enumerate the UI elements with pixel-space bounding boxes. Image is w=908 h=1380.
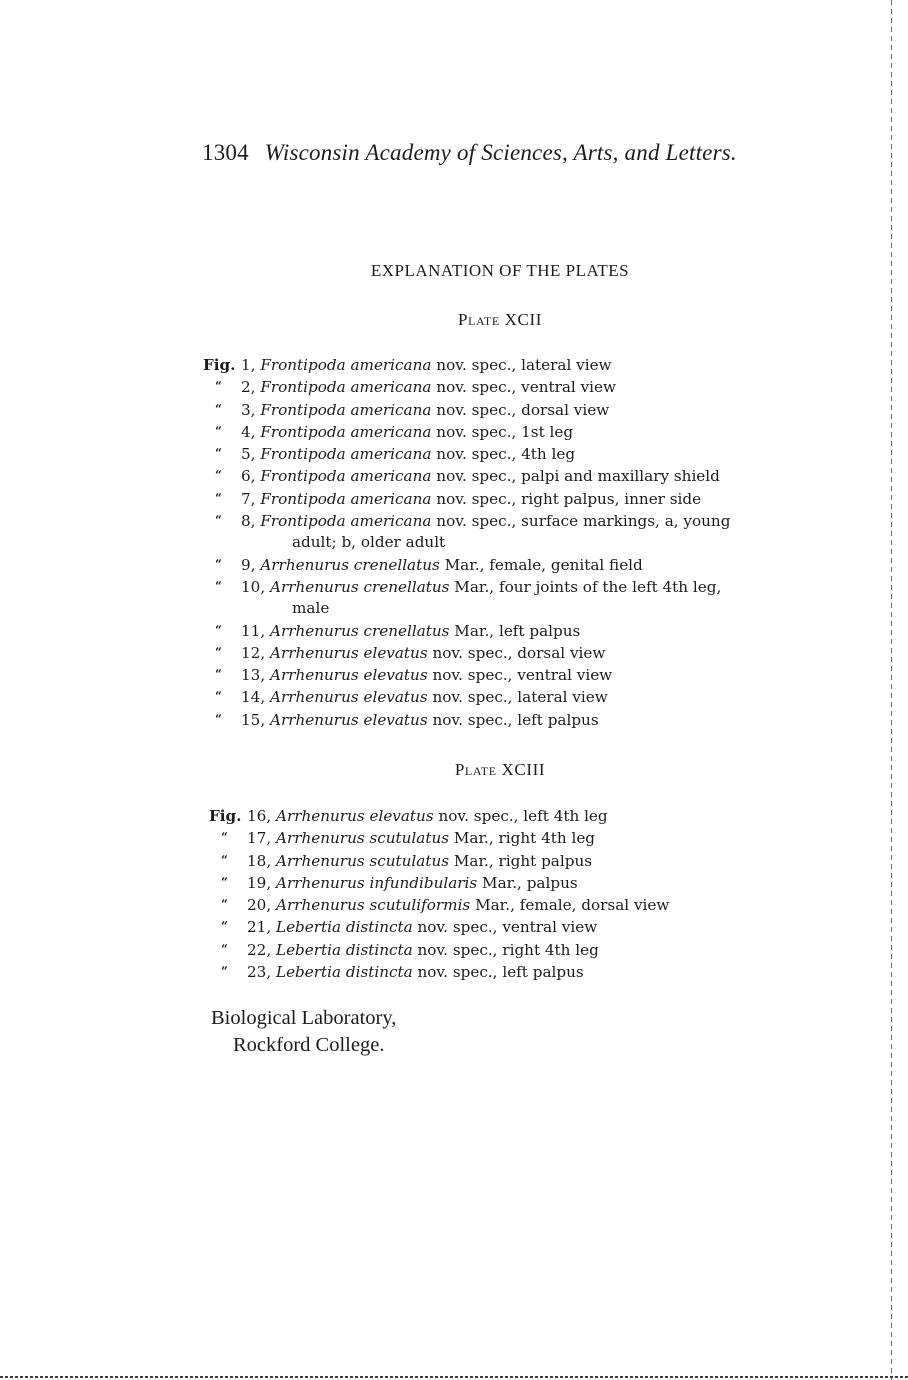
- species-name: Frontipoda americana: [260, 378, 432, 397]
- figure-prefix: “: [221, 830, 228, 845]
- species-name: Frontipoda americana: [260, 512, 432, 531]
- figure-entry: [209, 872, 669, 894]
- figure-number: 1,: [241, 356, 256, 374]
- figure-entry: [209, 806, 669, 827]
- journal-title: Wisconsin Academy of Sciences, Arts, and Letters.: [264, 140, 737, 165]
- figure-entry: [203, 376, 730, 398]
- figure-description: Mar., female, genital field: [444, 555, 643, 574]
- species-name: Arrhenurus crenellatus: [260, 555, 440, 574]
- figure-description: nov. spec., right 4th leg: [417, 940, 599, 959]
- figure-prefix: “: [221, 874, 228, 889]
- figure-entry: [203, 355, 730, 376]
- figure-description: nov. spec., left palpus: [417, 963, 584, 982]
- species-name: Arrhenurus crenellatus: [269, 621, 450, 640]
- plate-heading-xciii: Plate XCIII: [454, 760, 546, 779]
- figure-number: 9,: [241, 555, 256, 574]
- species-name: Frontipoda americana: [260, 445, 432, 464]
- figure-description: nov. spec., lateral view: [432, 688, 608, 707]
- figure-prefix: “: [215, 379, 222, 394]
- figure-prefix: “: [215, 423, 222, 438]
- figure-prefix: “: [215, 446, 222, 461]
- figure-entry: [209, 850, 669, 872]
- figure-entry: [203, 686, 730, 708]
- figure-number: 23,: [247, 963, 272, 982]
- figure-entry: [203, 399, 730, 421]
- figure-description-continuation: male: [292, 599, 330, 618]
- figure-entry: [203, 664, 730, 686]
- figure-entry: [209, 961, 669, 983]
- figure-description: Mar., palpus: [482, 873, 578, 892]
- figure-description: Mar., female, dorsal view: [475, 896, 670, 915]
- figure-entry: [203, 510, 730, 532]
- figure-description: Mar., left palpus: [454, 621, 581, 640]
- figure-prefix: Fig.: [203, 356, 236, 374]
- figure-entry: [203, 554, 730, 576]
- figure-entry: [203, 576, 730, 598]
- figure-number: 4,: [241, 422, 256, 441]
- species-name: Lebertia distincta: [275, 963, 413, 982]
- figure-description: Mar., four joints of the left 4th leg,: [454, 577, 722, 596]
- species-name: Frontipoda americana: [260, 356, 432, 374]
- figure-prefix: “: [215, 689, 222, 704]
- figure-entry: [203, 465, 730, 487]
- species-name: Frontipoda americana: [260, 422, 432, 441]
- figure-description-continuation: adult; b, older adult: [292, 533, 446, 552]
- species-name: Arrhenurus elevatus: [269, 643, 428, 662]
- figure-number: 20,: [247, 896, 272, 915]
- figure-prefix: “: [221, 964, 228, 979]
- figure-prefix: “: [215, 490, 222, 505]
- figure-description: nov. spec., left 4th leg: [438, 807, 608, 825]
- figure-number: 16,: [247, 807, 272, 825]
- figure-entry: [203, 443, 730, 465]
- figure-entry: [209, 939, 669, 961]
- figure-prefix: “: [215, 578, 222, 593]
- figure-number: 22,: [247, 940, 272, 959]
- figure-description: nov. spec., right palpus, inner side: [436, 489, 702, 508]
- figure-number: 13,: [241, 666, 266, 685]
- figure-number: 15,: [241, 710, 266, 729]
- page-edge-bottom: [0, 1376, 908, 1378]
- figure-description: Mar., right palpus: [453, 851, 593, 870]
- figure-number: 11,: [241, 621, 266, 640]
- figure-number: 5,: [241, 445, 256, 464]
- figure-description: nov. spec., surface markings, a, young: [436, 512, 731, 531]
- species-name: Arrhenurus crenellatus: [269, 577, 450, 596]
- affiliation: [211, 1005, 396, 1059]
- running-header: [202, 140, 762, 166]
- figure-number: 21,: [247, 918, 272, 937]
- figure-number: 19,: [247, 873, 272, 892]
- figure-number: 10,: [241, 577, 266, 596]
- figure-entry: [209, 827, 669, 849]
- figure-description: nov. spec., left palpus: [432, 710, 599, 729]
- figure-number: 3,: [241, 400, 256, 419]
- figure-prefix: “: [215, 401, 222, 416]
- figure-entry: [203, 421, 730, 443]
- figure-prefix: “: [221, 941, 228, 956]
- figure-prefix: “: [215, 556, 222, 571]
- figure-prefix: “: [215, 513, 222, 528]
- figure-description: nov. spec., ventral view: [436, 378, 617, 397]
- figure-number: 17,: [247, 829, 272, 848]
- figure-list-plate-xciii: [209, 806, 669, 983]
- species-name: Arrhenurus scutulatus: [275, 851, 450, 870]
- species-name: Lebertia distincta: [275, 918, 413, 937]
- figure-entry: [203, 488, 730, 510]
- section-title: EXPLANATION OF THE PLATES: [370, 261, 630, 280]
- figure-number: 8,: [241, 512, 256, 531]
- figure-number: 12,: [241, 643, 266, 662]
- figure-prefix: “: [221, 919, 228, 934]
- figure-entry: [209, 894, 669, 916]
- affiliation-line-1: Biological Laboratory,: [211, 1007, 397, 1029]
- figure-number: 7,: [241, 489, 256, 508]
- page-edge-right: [891, 0, 892, 1380]
- figure-prefix: “: [215, 667, 222, 682]
- species-name: Arrhenurus elevatus: [269, 710, 428, 729]
- figure-description: nov. spec., 1st leg: [436, 422, 574, 441]
- figure-entry-continuation: [203, 598, 730, 619]
- figure-description: nov. spec., 4th leg: [436, 445, 576, 464]
- species-name: Arrhenurus scutulatus: [275, 829, 450, 848]
- figure-description: nov. spec., palpi and maxillary shield: [436, 467, 720, 486]
- figure-description: nov. spec., lateral view: [436, 356, 612, 374]
- figure-prefix: “: [221, 852, 228, 867]
- figure-entry: [203, 642, 730, 664]
- figure-entry-continuation: [203, 532, 730, 553]
- figure-description: Mar., right 4th leg: [453, 829, 596, 848]
- plate-heading-xcii: Plate XCII: [458, 310, 542, 329]
- species-name: Arrhenurus infundibularis: [275, 873, 478, 892]
- figure-prefix: “: [221, 897, 228, 912]
- figure-list-plate-xcii: [203, 355, 730, 731]
- figure-entry: [209, 916, 669, 938]
- page-number: 1304: [202, 140, 249, 165]
- species-name: Arrhenurus elevatus: [269, 688, 428, 707]
- species-name: Arrhenurus elevatus: [269, 666, 428, 685]
- figure-description: nov. spec., dorsal view: [436, 400, 610, 419]
- species-name: Frontipoda americana: [260, 400, 432, 419]
- figure-description: nov. spec., ventral view: [432, 666, 613, 685]
- figure-description: nov. spec., ventral view: [417, 918, 598, 937]
- species-name: Lebertia distincta: [275, 940, 413, 959]
- figure-entry: [203, 709, 730, 731]
- figure-prefix: “: [215, 644, 222, 659]
- figure-number: 6,: [241, 467, 256, 486]
- species-name: Arrhenurus scutuliformis: [275, 896, 471, 915]
- figure-prefix: “: [215, 468, 222, 483]
- species-name: Frontipoda americana: [260, 467, 432, 486]
- figure-description: nov. spec., dorsal view: [432, 643, 606, 662]
- figure-prefix: Fig.: [209, 807, 242, 825]
- figure-number: 2,: [241, 378, 256, 397]
- figure-number: 14,: [241, 688, 266, 707]
- affiliation-line-2: Rockford College.: [233, 1034, 385, 1056]
- figure-number: 18,: [247, 851, 272, 870]
- species-name: Frontipoda americana: [260, 489, 432, 508]
- figure-entry: [203, 620, 730, 642]
- species-name: Arrhenurus elevatus: [275, 807, 434, 825]
- figure-prefix: “: [215, 711, 222, 726]
- figure-prefix: “: [215, 622, 222, 637]
